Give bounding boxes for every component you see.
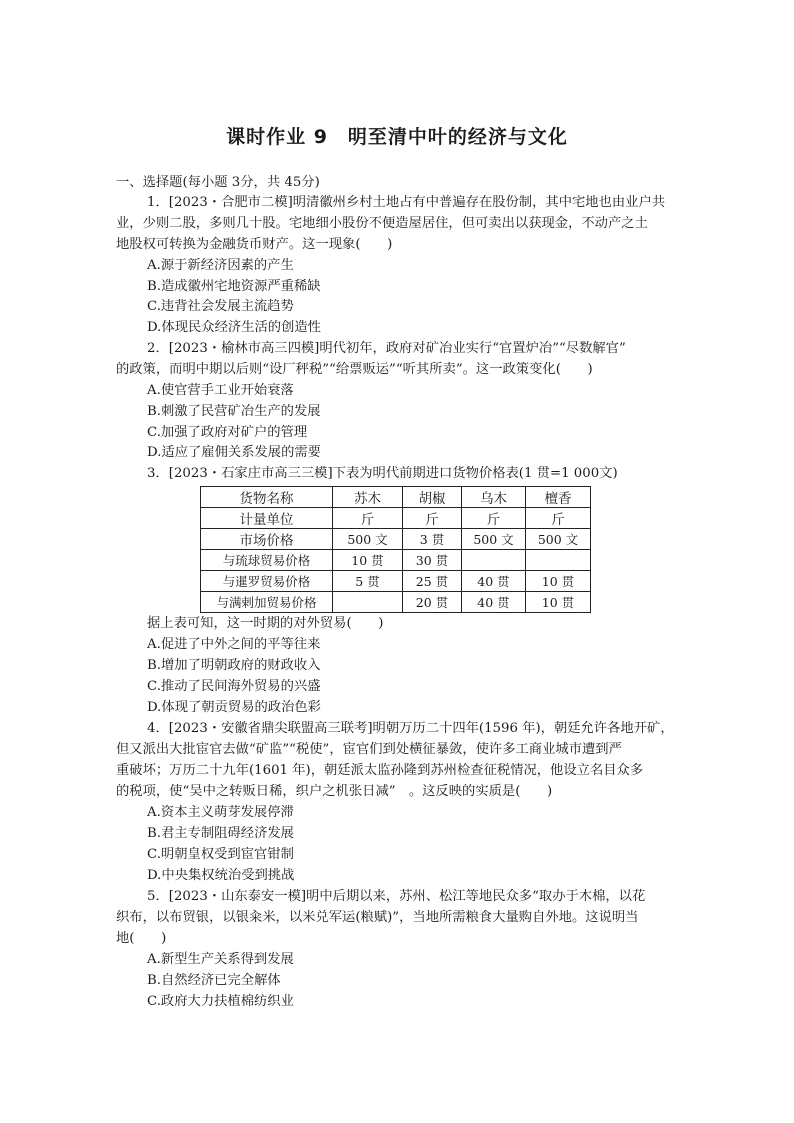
table-cell: 25 贯 [403, 571, 462, 592]
table-cell: 10 贯 [526, 571, 591, 592]
table-row [201, 529, 591, 550]
table-header-cell: 苏木 [333, 487, 403, 508]
table-cell [333, 592, 403, 613]
question-4-stem-line-4: 的税项，使“吴中之转贩日稀，织户之机张日减” 。这反映的实质是( ) [116, 784, 553, 799]
table-cell: 40 贯 [462, 571, 526, 592]
table-cell: 计量单位 [201, 508, 333, 529]
page-title: 课时作业 9 明至清中叶的经济与文化 [226, 126, 568, 148]
table-header-cell: 乌木 [462, 487, 526, 508]
section-heading: 一、选择题(每小题 3分，共 45分) [116, 175, 320, 190]
table-row [201, 508, 591, 529]
question-1-stem-line-2: 业，少则二股，多则几十股。宅地细小股份不便造屋居住，但可卖出以获现金，不动产之土 [116, 216, 648, 231]
table-cell: 40 贯 [462, 592, 526, 613]
table-cell: 斤 [526, 508, 591, 529]
table-cell: 与暹罗贸易价格 [201, 571, 333, 592]
table-cell: 市场价格 [201, 529, 333, 550]
table-cell: 500 文 [333, 529, 403, 550]
table-row [201, 592, 591, 613]
table-cell: 与琉球贸易价格 [201, 550, 333, 571]
question-5-option-b: B.自然经济已完全解体 [147, 973, 281, 988]
question-2-option-c: C.加强了政府对矿户的管理 [147, 425, 308, 440]
table-cell: 3 贯 [403, 529, 462, 550]
question-4-option-c: C.明朝皇权受到宦官钳制 [147, 847, 294, 862]
question-5-stem-line-1: 5．[2023・山东泰安一模]明中后期以来，苏州、松江等地民众多“取办于木棉，以花 [147, 889, 646, 904]
table-cell: 500 文 [462, 529, 526, 550]
question-3-option-d: D.体现了朝贡贸易的政治色彩 [147, 700, 321, 715]
question-1-stem-line-3: 地股权可转换为金融货币财产。这一现象( ) [116, 237, 393, 252]
question-1-option-a: A.源于新经济因素的产生 [147, 258, 294, 273]
import-price-table [200, 486, 591, 613]
question-2-option-d: D.适应了雇佣关系发展的需要 [147, 445, 321, 460]
table-cell: 与满剌加贸易价格 [201, 592, 333, 613]
question-3-stem-line-1: 3．[2023・石家庄市高三三模]下表为明代前期进口货物价格表(1 贯=1 000文) [147, 466, 618, 481]
question-1-option-b: B.造成徽州宅地资源严重稀缺 [147, 279, 321, 294]
table-cell: 30 贯 [403, 550, 462, 571]
table-cell [526, 550, 591, 571]
question-2-option-b: B.刺激了民营矿冶生产的发展 [147, 404, 321, 419]
question-1-option-c: C.违背社会发展主流趋势 [147, 299, 294, 314]
question-4-option-a: A.资本主义萌芽发展停滞 [147, 805, 294, 820]
table-cell: 10 贯 [526, 592, 591, 613]
table-row [201, 571, 591, 592]
question-5-stem-line-3: 地( ) [116, 931, 167, 946]
table-cell: 5 贯 [333, 571, 403, 592]
table-row [201, 550, 591, 571]
table-cell: 斤 [462, 508, 526, 529]
question-1-stem-line-1: 1．[2023・合肥市二模]明清徽州乡村土地占有中普遍存在股份制，其中宅地也由业户共 [147, 195, 666, 210]
table-cell: 10 贯 [333, 550, 403, 571]
question-3-option-b: B.增加了明朝政府的财政收入 [147, 658, 321, 673]
question-4-option-b: B.君主专制阻碍经济发展 [147, 826, 294, 841]
question-4-option-d: D.中央集权统治受到挑战 [147, 868, 295, 883]
table-cell [462, 550, 526, 571]
question-4-stem-line-1: 4．[2023・安徽省鼎尖联盟高三联考]明朝万历二十四年(1596 年)，朝廷允许各地开矿， [147, 721, 674, 736]
table-cell: 500 文 [526, 529, 591, 550]
question-1-option-d: D.体现民众经济生活的创造性 [147, 320, 321, 335]
question-3-option-c: C.推动了民间海外贸易的兴盛 [147, 679, 321, 694]
question-5-option-a: A.新型生产关系得到发展 [147, 952, 294, 967]
table-header-row [201, 487, 591, 508]
table-cell: 20 贯 [403, 592, 462, 613]
table-header-cell: 货物名称 [201, 487, 333, 508]
table-cell: 斤 [403, 508, 462, 529]
question-4-stem-line-3: 重破坏；万历二十九年(1601 年)，朝廷派太监孙隆到苏州检查征税情况，他设立名目众多 [116, 763, 644, 778]
question-3-option-a: A.促进了中外之间的平等往来 [147, 637, 321, 652]
question-5-stem-line-2: 织布，以布贸银，以银籴米，以米兑军运(粮赋)”，当地所需粮食大量购自外地。这说明当 [116, 910, 639, 925]
table-header-cell: 胡椒 [403, 487, 462, 508]
table-header-cell: 檀香 [526, 487, 591, 508]
question-2-option-a: A.使官营手工业开始衰落 [147, 383, 294, 398]
question-3-stem-line-2: 据上表可知，这一时期的对外贸易( ) [147, 616, 384, 631]
table-cell: 斤 [333, 508, 403, 529]
question-2-stem-line-1: 2．[2023・榆林市高三四模]明代初年，政府对矿冶业实行“官置炉冶”“尽数解官” [147, 341, 626, 356]
question-4-stem-line-2: 但又派出大批宦官去做“矿监”“税使”，宦官们到处横征暴敛，使许多工商业城市遭到严 [116, 742, 622, 757]
question-5-option-c: C.政府大力扶植棉纺织业 [147, 994, 294, 1009]
question-2-stem-line-2: 的政策，而明中期以后则“设厂秤税”“给票贩运”“听其所卖”。这一政策变化( ) [116, 362, 593, 377]
